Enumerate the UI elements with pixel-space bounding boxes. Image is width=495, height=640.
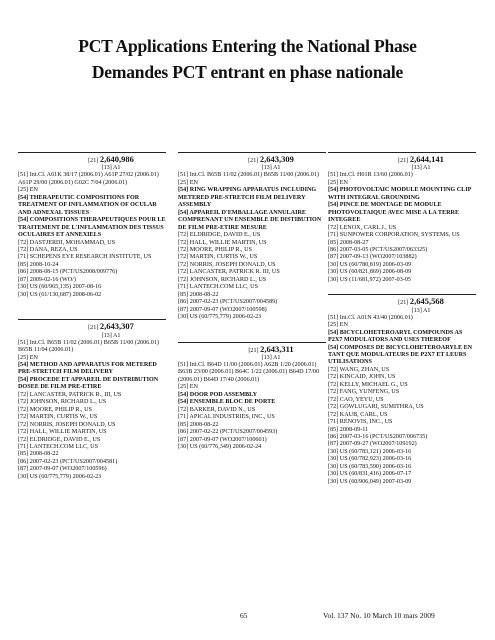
entry-field-line: [86] 2007-02-23 (PCT/US2007/004589) <box>178 299 278 306</box>
entry-field-line: [51] Int.Cl. B65B 11/02 (2006.01) B65B 11/00 (2006.01) B65B 11/04 (2006.01) <box>18 339 159 354</box>
entry-field-line: [72] BARKER, DAVID N., US <box>178 406 256 413</box>
entry-title-line: [54] BICYCLOHETEROARYL COMPOUNDS AS P2X7 MODULATORS AND USES THEREOF <box>328 329 463 344</box>
entry-field-line: [30] US (60/775,779) 2006-02-23 <box>178 314 262 321</box>
entry-field-line: [86] 2007-03-05 (PCT/US2007/063325) <box>328 246 428 253</box>
entry-title-line: [54] DOOR POD ASSEMBLY <box>178 391 258 398</box>
entry-field-line: [51] Int.Cl. A01N 43/40 (2006.01) <box>328 314 413 321</box>
entry-field-line: [30] US (11/681,972) 2007-03-05 <box>328 276 412 283</box>
entry-title-line: [54] METHOD AND APPARATUS FOR METERED PRE-STRETCH FILM DELIVERY <box>18 361 157 376</box>
entry-divider <box>18 152 166 153</box>
entry-field-line: [30] US (60/831,416) 2006-07-17 <box>328 471 412 478</box>
entry-field-line: [71] LANTECH.COM LLC, US <box>18 443 98 450</box>
application-prefix: [21] <box>248 347 259 354</box>
entry-field-line: [72] WANG, ZHAN, US <box>328 366 390 373</box>
entry-field-line: [85] 2008-10-24 <box>18 261 59 268</box>
entry-header <box>216 155 326 172</box>
entry-field-line: [71] LANTECH.COM LLC, US <box>178 284 258 291</box>
application-number: 2,643,309 <box>259 154 294 164</box>
entry-field-line: [72] LENOX, CARL J., US <box>328 224 397 231</box>
entry-field-line: [72] MARTIN, CURTIS W., US <box>178 254 258 261</box>
entry-field-line: [87] 2007-09-13 (WO2007/103882) <box>328 254 417 261</box>
page-number: 65 <box>240 611 248 620</box>
entry-title-line: [54] RING WRAPPING APPARATUS INCLUDING METERED PRE-STRETCH FILM DELIVERY ASSEMBLY <box>178 187 317 209</box>
entry-field-line: [72] NORRIS, JOSEPH DONALD, US <box>178 261 276 268</box>
entry-title-line: [54] PROCEDE ET APPAREIL DE DISTRIBUTION DOSEE DE FILM PRE-ETIRE <box>18 376 159 391</box>
entry-field-line: [72] DANA, REZA, US <box>18 246 78 253</box>
entry-field-line: [85] 2008-08-22 <box>178 291 219 298</box>
entry-title-line: [54] COMPOSITIONS THERAPEUTIQUES POUR LE TRAITEMENT DE L'INFLAMMATION DES TISSUS OCULAIRES ET ANNEXIELS <box>18 217 166 239</box>
entry-field-line: [72] GOWLUGARI, SUMITHRA, US <box>328 404 424 411</box>
entry-field-line: [30] US (60/783,121) 2006-03-16 <box>328 448 412 455</box>
entry-field-line: [72] LANCASTER, PATRICK R., III, US <box>18 391 122 398</box>
entry-field-line: [72] FANG, YUNFENG, US <box>328 389 400 396</box>
issue-info: Vol. 137 No. 10 March 10 mars 2009 <box>323 611 435 620</box>
entry-title-line: [54] PHOTOVOLTAIC MODULE MOUNTING CLIP WITH INTEGRAL GROUNDING <box>328 187 472 201</box>
page-title-french: Demandes PCT entrant en phase nationale <box>91 62 404 82</box>
entry-field-line: [72] MARTIN, CURTIS W., US <box>18 414 98 421</box>
entry-title-line: [54] THERAPEUTIC COMPOSITIONS FOR TREATMENT OF INFLAMMATION OF OCULAR AND ADNEXAL TISSUES <box>18 194 157 216</box>
entry-divider <box>328 294 476 295</box>
entry-field-line: [51] Int.Cl. B64D 11/00 (2006.01) A62B 1/20 (2006.01) B63B 23/00 (2006.01) B64C 1/22 (2006.01) B64D 17/00 (2006.01) B64D 17/40 (2006.01) <box>178 361 320 383</box>
entry-field-line: [30] US (60/821,869) 2006-08-09 <box>328 269 412 276</box>
entry-field-line: [86] 2008-08-15 (PCT/US2008/009776) <box>18 269 118 276</box>
entry-field-line: [72] KAUB, CARL, US <box>328 411 388 418</box>
entry-field-line: [72] MOORE, PHILIP R., US <box>178 246 252 253</box>
application-prefix: [21] <box>248 158 259 164</box>
patent-entry <box>328 152 476 284</box>
entry-field-line: [25] EN <box>328 322 348 329</box>
entry-field-line: [72] ELDRIDGE, DAVID E., US <box>178 232 261 239</box>
entry-field-line: [72] HALL, WILLIE MARTIN, US <box>178 239 267 246</box>
entry-field-line: [30] US (60/780,819) 2006-03-09 <box>328 261 412 268</box>
application-prefix: [21] <box>398 300 409 307</box>
patent-entry <box>328 294 476 486</box>
entry-field-line: [51] Int.Cl. B65B 11/02 (2006.01) B65B 11/00 (2006.01) <box>178 172 319 179</box>
application-number: 2,645,568 <box>409 296 444 307</box>
entry-field-line: [87] 2007-09-07 (WO2007/100596) <box>18 466 107 473</box>
entry-field-line: [71] SCHEPENS EYE RESEARCH INSTITUTE, US <box>18 254 152 261</box>
entry-field-line: [86] 2007-03-16 (PCT/US2007/006735) <box>328 433 428 440</box>
entry-field-line: [30] US (60/965,135) 2007-08-16 <box>18 284 102 291</box>
entry-field-line: [30] US (60/906,049) 2007-03-09 <box>328 478 412 485</box>
entry-field-line: [72] DASTJERDI, MOHAMMAD, US <box>18 239 116 246</box>
entry-field-line: [87] 2007-09-07 (WO2007/100598) <box>178 306 267 313</box>
entry-field-line: [30] US (60/775,779) 2006-02-23 <box>18 473 102 480</box>
entry-header <box>366 155 476 172</box>
entry-field-line: [85] 2008-08-22 <box>18 451 59 458</box>
entry-header <box>56 322 166 339</box>
entry-field-line: [30] US (60/782,923) 2006-03-16 <box>328 456 412 463</box>
entry-field-line: [72] KELLY, MICHAEL G., US <box>328 381 408 388</box>
entry-field-line: [87] 2007-09-27 (WO2007/109192) <box>328 441 417 448</box>
entry-field-line: [72] HALL, WILLIE MARTIN, US <box>18 429 107 436</box>
entry-field-line: [85] 2008-08-27 <box>328 239 369 246</box>
entry-field-line: [51] Int.Cl. H01R 13/60 (2006.01) <box>328 172 413 179</box>
entry-field-line: [30] US (61/130,687) 2008-06-02 <box>18 291 102 298</box>
entry-field-line: [86] 2007-02-22 (PCT/US2007/004593) <box>178 429 278 436</box>
kind-code: [13] A1 <box>101 332 121 339</box>
application-prefix: [21] <box>88 325 99 332</box>
entry-field-line: [25] EN <box>18 187 38 194</box>
patent-entry <box>178 152 326 322</box>
entry-field-line: [72] JOHNSON, RICHARD L., US <box>178 276 267 283</box>
entry-field-line: [72] CAO, YEYU, US <box>328 396 384 403</box>
kind-code: [13] A1 <box>411 165 431 172</box>
entry-field-line: [86] 2007-02-23 (PCT/US2007/004581) <box>18 458 118 465</box>
entry-header <box>366 297 476 314</box>
entry-field-line: [72] ELDRIDGE, DAVID E., US <box>18 436 101 443</box>
entry-field-line: [72] JOHNSON, RICHARD L., US <box>18 399 107 406</box>
entry-field-line: [87] 2009-02-16 (WO/) <box>18 276 76 283</box>
column-3 <box>328 152 476 496</box>
entry-divider <box>328 152 476 153</box>
entry-field-line: [72] MOORE, PHILIP R., US <box>18 406 92 413</box>
entry-field-line: [71] APICAL INDUSTRIES, INC., US <box>178 414 275 421</box>
application-number: 2,643,307 <box>99 321 134 332</box>
entry-header <box>56 155 166 172</box>
column-1 <box>18 152 166 491</box>
entry-header <box>216 345 326 362</box>
entry-title-line: [54] ENSEMBLE BLOC DE PORTE <box>178 399 276 406</box>
entry-title-line: [54] COMPOSES DE BICYCLOHETEROARYLE EN TANT QUE MODULATEURS DE P2X7 ET LEURS UTILISATIONS <box>328 344 473 366</box>
entry-field-line: [25] EN <box>18 354 38 361</box>
entry-field-line: [71] SUNPOWER CORPORATION, SYSTEMS, US <box>328 232 460 239</box>
kind-code: [13] A1 <box>411 307 431 314</box>
entry-field-line: [85] 2008-08-22 <box>178 421 219 428</box>
kind-code: [13] A1 <box>261 354 281 361</box>
entry-title-line: [54] PINCE DE MONTAGE DE MODULE PHOTOVOLTAIQUE AVEC MISE A LA TERRE INTEGREE <box>328 202 460 224</box>
application-prefix: [21] <box>88 158 99 164</box>
application-number: 2,644,141 <box>409 154 444 164</box>
kind-code: [13] A1 <box>261 165 281 172</box>
entry-field-line: [71] RENOVIS, INC., US <box>328 419 393 426</box>
entry-field-line: [72] LANCASTER, PATRICK R. III, US <box>178 269 280 276</box>
entry-field-line: [87] 2007-09-07 (WO2007/100601) <box>178 436 267 443</box>
patent-entry <box>18 152 166 299</box>
entry-field-line: [72] KINCAID, JOHN, US <box>328 374 396 381</box>
entry-divider <box>18 319 166 320</box>
entry-field-line: [25] EN <box>178 384 198 391</box>
patent-entry <box>178 342 326 452</box>
entry-field-line: [51] Int.Cl. A61K 38/17 (2006.01) A61P 27/02 (2006.01) A61P 29/00 (2006.01) G02C 7/04 (2006.01) <box>18 172 159 186</box>
entry-title-line: [54] APPAREIL D'EMBALLAGE ANNULAIRE COMPRENANT UN ENSEMBLE DE DISTIBUTION DE FILM PRE-ETIRE MESURE <box>178 209 322 231</box>
entry-field-line: [85] 2008-09-11 <box>328 426 369 433</box>
entry-field-line: [25] EN <box>328 179 348 186</box>
application-number: 2,643,311 <box>260 343 294 354</box>
application-prefix: [21] <box>398 158 409 164</box>
entry-field-line: [30] US (60/776,349) 2006-02-24 <box>178 443 262 450</box>
kind-code: [13] A1 <box>101 165 121 172</box>
entry-divider <box>178 152 326 153</box>
application-number: 2,640,986 <box>99 154 134 164</box>
page-title-english: PCT Applications Entering the National Phase <box>78 36 417 56</box>
column-2 <box>178 152 326 461</box>
entry-field-line: [25] EN <box>178 179 198 186</box>
entry-field-line: [30] US (60/783,590) 2006-03-16 <box>328 463 412 470</box>
entry-divider <box>178 342 326 343</box>
entry-field-line: [72] NORRIS, JOSEPH DONALD, US <box>18 421 116 428</box>
patent-entry <box>18 319 166 481</box>
